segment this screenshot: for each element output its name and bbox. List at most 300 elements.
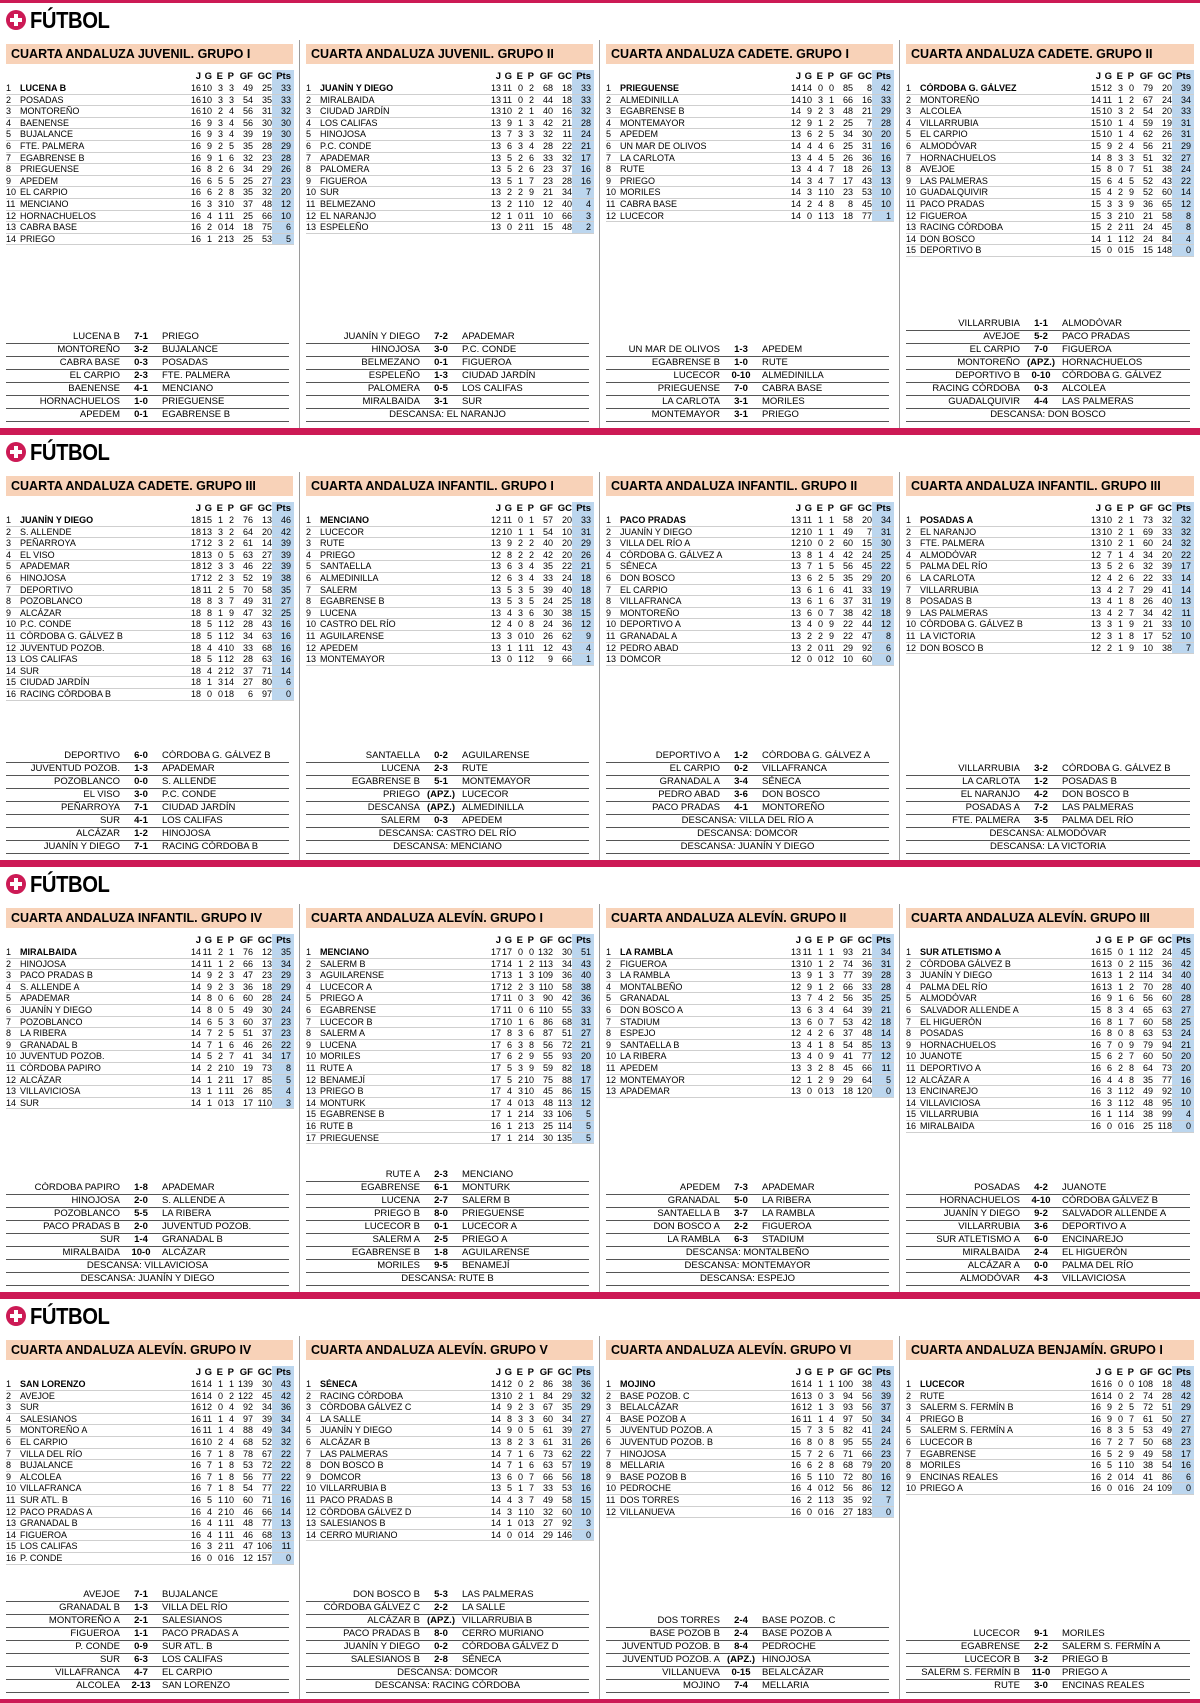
table-cell: 12	[490, 515, 501, 525]
table-cell: 29	[1172, 1402, 1194, 1413]
table-cell: 2	[606, 526, 612, 537]
table-cell: 61	[242, 538, 253, 549]
table-cell: 48	[861, 1028, 872, 1039]
away-team: FIGUEROA	[1062, 344, 1112, 355]
table-cell: 27	[261, 175, 272, 186]
table-cell: 2	[217, 584, 223, 595]
table-cell: 10	[523, 630, 534, 641]
table-cell: 30	[542, 607, 553, 618]
table-cell: 35	[542, 561, 553, 572]
column-header: J	[795, 935, 801, 946]
results-list	[306, 331, 589, 422]
table-cell: ALCOLEA	[20, 1471, 62, 1482]
column-header: G	[504, 1367, 512, 1378]
column-header: GC	[557, 71, 572, 82]
table-cell: 34	[1142, 549, 1153, 560]
match-score: 6-3	[134, 1654, 148, 1665]
result-row	[6, 815, 289, 828]
table-cell: 14	[1172, 573, 1194, 584]
table-cell: 11	[306, 630, 316, 641]
table-cell: 12	[490, 210, 501, 221]
table-cell: 28	[272, 153, 294, 164]
table-row	[306, 1017, 594, 1029]
column-header: Pts	[1172, 502, 1194, 515]
table-cell: PRIEGO	[320, 549, 356, 560]
column-header: GC	[257, 503, 272, 514]
table-cell: 6	[806, 584, 812, 595]
table-row	[906, 970, 1194, 982]
table-row	[606, 654, 894, 666]
table-cell: 17	[190, 538, 201, 549]
table-cell: 28	[242, 619, 253, 630]
standings-header	[306, 934, 594, 947]
table-cell: 28	[561, 175, 572, 186]
table-cell: 16	[190, 1436, 201, 1447]
table-cell: PRIEGUENSE	[320, 1132, 380, 1143]
table-cell: 16	[272, 643, 294, 654]
table-cell: 3	[528, 970, 534, 981]
table-cell: 6	[1128, 993, 1134, 1004]
table-cell: 6	[228, 152, 234, 163]
table-row	[6, 1379, 294, 1391]
table-cell: 16	[190, 175, 201, 186]
table-cell: 28	[572, 118, 594, 129]
table-cell: 13	[490, 140, 501, 151]
table-cell: 11	[502, 1004, 512, 1015]
table-cell: 13	[790, 947, 801, 957]
table-cell: 15	[572, 1495, 594, 1506]
table-cell: 3	[906, 538, 912, 549]
table-cell: 7	[606, 1016, 612, 1027]
table-cell: 63	[261, 654, 272, 665]
table-cell: 2	[517, 152, 523, 163]
table-cell: 148	[1156, 245, 1172, 256]
table-row	[606, 141, 894, 153]
group-title: CUARTA ANDALUZA INFANTIL. GRUPO III	[906, 476, 1194, 496]
table-cell: 0	[1106, 1483, 1112, 1494]
away-team: PACO PRADAS A	[162, 1628, 239, 1639]
column-header: E	[216, 503, 223, 514]
table-cell: 16	[6, 688, 17, 699]
table-cell: 4	[806, 1028, 812, 1039]
table-cell: 2	[217, 947, 223, 957]
table-cell: 11	[524, 222, 534, 233]
home-team: POSADAS A	[965, 802, 1020, 813]
column-header: P	[1127, 935, 1134, 946]
table-cell: 1	[817, 210, 823, 221]
table-cell: 2	[217, 665, 223, 676]
table-cell: 40	[542, 538, 553, 549]
table-cell: 17	[1172, 1449, 1194, 1460]
table-cell: 10	[6, 1483, 17, 1494]
away-team: VILLAVICIOSA	[1062, 1273, 1126, 1284]
table-cell: 14	[501, 958, 512, 969]
table-cell: EL VISO	[20, 549, 55, 560]
table-row	[306, 222, 594, 234]
table-row	[306, 187, 594, 199]
table-cell: 4	[1106, 607, 1112, 618]
table-cell: 51	[572, 947, 594, 958]
away-team: APADEMAR	[162, 763, 215, 774]
home-team: LUCECOR B	[964, 1654, 1020, 1665]
table-cell: PRIEGO A	[920, 1483, 964, 1494]
table-row	[6, 222, 294, 234]
table-cell: 13	[790, 164, 801, 175]
results-list	[906, 1182, 1190, 1286]
table-cell: 4	[206, 642, 212, 653]
column-header-blank	[306, 502, 320, 515]
group-title: CUARTA ANDALUZA BENJAMÍN. GRUPO I	[906, 1340, 1194, 1360]
table-cell: 1	[206, 1086, 212, 1097]
table-cell: 13	[490, 1471, 501, 1482]
table-cell: 4	[506, 1097, 512, 1108]
table-cell: 14	[523, 1132, 534, 1143]
table-cell: 2	[1117, 561, 1123, 572]
table-cell: 19	[261, 572, 272, 583]
table-cell: 17	[490, 981, 501, 992]
table-cell: 6	[506, 572, 512, 583]
table-cell: 2	[217, 233, 223, 244]
table-row	[606, 515, 894, 527]
table-cell: 33	[572, 83, 594, 94]
table-cell: 17	[842, 175, 853, 186]
table-cell: 8	[506, 1413, 512, 1424]
match-score: 5-1	[434, 776, 448, 787]
table-cell: 69	[1142, 526, 1153, 537]
column-header: J	[795, 71, 801, 82]
table-cell: CÓRDOBA GÁLVEZ D	[320, 1506, 412, 1517]
away-team: RUTE	[762, 357, 788, 368]
table-row	[306, 1005, 594, 1017]
table-cell: 0	[1117, 1471, 1123, 1482]
table-cell: PRIEGO A	[320, 993, 364, 1004]
table-cell: 10	[906, 187, 917, 198]
table-cell: 1	[517, 1483, 523, 1494]
column-header: GC	[1157, 1367, 1172, 1378]
result-row	[906, 383, 1190, 396]
result-row	[306, 344, 589, 357]
table-cell: SUR	[320, 187, 340, 198]
table-cell: 13	[790, 152, 801, 163]
table-cell: 2	[817, 1062, 823, 1073]
table-cell: 13	[490, 642, 501, 653]
standings-header	[906, 70, 1194, 83]
away-team: LUCECOR A	[462, 1221, 517, 1232]
table-cell: 0	[1128, 1379, 1134, 1389]
table-cell: BELALCÁZAR	[620, 1402, 679, 1413]
column-header: E	[216, 71, 223, 82]
table-cell: 120	[856, 1086, 872, 1097]
home-team: AVEJOE	[983, 331, 1020, 342]
match-score: 3-1	[734, 409, 748, 420]
table-cell: 5	[6, 561, 12, 572]
table-cell: 43	[872, 1379, 894, 1390]
table-cell: 2	[517, 538, 523, 549]
table-cell: SALESIANOS B	[320, 1518, 386, 1529]
table-cell: 13	[790, 958, 801, 969]
table-cell: 6	[1128, 561, 1134, 572]
table-cell: 30	[261, 1379, 272, 1389]
table-cell: MONTALBEÑO	[620, 981, 683, 992]
table-cell: 11	[606, 198, 616, 209]
table-cell: 7	[906, 1016, 912, 1027]
result-row	[306, 1234, 589, 1247]
result-row	[906, 789, 1190, 802]
away-team: EGABRENSE B	[162, 409, 231, 420]
table-cell: 60	[1142, 1016, 1153, 1027]
table-cell: 3	[517, 140, 523, 151]
table-row	[606, 1414, 894, 1426]
table-cell: 2	[217, 164, 223, 175]
table-cell: 15	[1090, 1004, 1101, 1015]
table-cell: 13	[1090, 619, 1101, 630]
table-row	[606, 176, 894, 188]
match-score: 1-3	[434, 370, 448, 381]
result-row	[306, 1208, 589, 1221]
table-cell: 1	[217, 1471, 223, 1482]
table-cell: DON BOSCO B	[320, 1460, 384, 1471]
table-row	[906, 538, 1194, 550]
table-cell: AGUILARENSE	[320, 630, 385, 641]
table-cell: 10	[523, 1074, 534, 1085]
table-row	[906, 643, 1194, 655]
table-cell: ALMEDINILLA	[620, 94, 679, 105]
table-cell: 45	[861, 561, 872, 572]
table-cell: 15	[572, 608, 594, 619]
table-cell: 43	[261, 619, 272, 630]
table-cell: 1	[606, 1379, 612, 1389]
table-cell: 3	[217, 596, 223, 607]
table-row	[6, 1495, 294, 1507]
column-header: J	[495, 935, 501, 946]
table-cell: 4	[206, 1506, 212, 1517]
table-cell: 4	[228, 1413, 234, 1424]
table-cell: 28	[872, 982, 894, 993]
table-cell: 5	[306, 561, 312, 572]
table-cell: 20	[561, 515, 572, 525]
table-cell: 11	[906, 198, 916, 209]
table-cell: MONTEMAYOR	[620, 1074, 685, 1085]
table-cell: 20	[561, 549, 572, 560]
table-cell: 7	[6, 1448, 12, 1459]
table-cell: 36	[1161, 958, 1172, 969]
group-title: CUARTA ANDALUZA ALEVÍN. GRUPO I	[306, 908, 593, 928]
table-cell: UN MAR DE OLIVOS	[620, 140, 707, 151]
table-cell: 9	[506, 117, 512, 128]
table-cell: MONTEMAYOR	[320, 654, 385, 665]
column-header-blank	[906, 502, 920, 515]
table-cell: 1	[517, 642, 523, 653]
table-cell: 41	[842, 1051, 853, 1062]
table-cell: 0	[217, 993, 223, 1004]
away-team: APADEMAR	[162, 1182, 215, 1193]
table-cell: 13	[790, 619, 801, 630]
table-cell: 17	[1142, 630, 1153, 641]
table-cell: 6	[1106, 1062, 1112, 1073]
table-row	[6, 527, 294, 539]
table-cell: 18	[572, 585, 594, 596]
home-team: RUTE A	[385, 1169, 420, 1180]
table-cell: STADIUM	[620, 1016, 660, 1027]
table-cell: 14	[490, 1460, 501, 1471]
table-cell: 16	[306, 1120, 317, 1131]
table-cell: 60	[842, 538, 853, 549]
table-cell: 0	[1172, 245, 1194, 256]
table-cell: 12	[1090, 642, 1101, 653]
table-cell: 21	[1142, 619, 1153, 630]
table-cell: 5	[806, 1471, 812, 1482]
home-team: EGABRENSE B	[351, 1247, 420, 1258]
table-cell: 10	[501, 1390, 512, 1401]
table-cell: 59	[542, 1062, 553, 1073]
table-cell: 30	[542, 1132, 553, 1143]
table-cell: 38	[1142, 1460, 1153, 1471]
table-cell: 29	[572, 1402, 594, 1413]
table-cell: LUCECOR B	[920, 1436, 973, 1447]
table-cell: 16	[1090, 1097, 1101, 1108]
table-cell: 10	[201, 106, 212, 117]
table-cell: 38	[1161, 164, 1172, 175]
table-cell: 10	[1101, 515, 1112, 525]
sport-section	[0, 0, 1200, 432]
table-row	[906, 199, 1194, 211]
table-cell: 16	[1172, 1460, 1194, 1471]
table-cell: MORILES	[620, 187, 661, 198]
column-header: P	[1127, 503, 1134, 514]
table-cell: 68	[542, 83, 553, 93]
column-header-blank	[6, 934, 20, 947]
table-cell: 3	[217, 94, 223, 105]
table-cell: 31	[1172, 118, 1194, 129]
table-cell: 7	[506, 1460, 512, 1471]
table-row	[606, 211, 894, 223]
column-header-blank	[320, 502, 490, 515]
table-cell: 17	[242, 1097, 253, 1108]
table-row	[906, 1063, 1194, 1075]
table-cell: 15	[861, 538, 872, 549]
table-cell: 9	[506, 538, 512, 549]
table-cell: 10	[306, 187, 317, 198]
table-cell: 51	[242, 1028, 253, 1039]
table-cell: 21	[1172, 1040, 1194, 1051]
result-row	[6, 776, 289, 789]
table-cell: 37	[242, 198, 253, 209]
away-team: CÓRDOBA G. GÁLVEZ B	[162, 750, 271, 761]
table-cell: HINOJOSA	[20, 572, 67, 583]
table-cell: 16	[272, 619, 294, 630]
table-cell: 30	[561, 947, 572, 957]
table-cell: 5	[506, 1074, 512, 1085]
table-cell: 5	[272, 234, 294, 245]
table-row	[6, 654, 294, 666]
away-team: SUR	[462, 396, 483, 407]
table-cell: 7	[828, 175, 834, 186]
column-header: G	[504, 935, 512, 946]
table-cell: HINOJOSA	[620, 1448, 667, 1459]
table-cell: 2	[817, 1074, 823, 1085]
result-row	[6, 1641, 289, 1654]
match-score: 3-2	[134, 344, 148, 355]
table-cell: SUR	[20, 1402, 40, 1413]
result-row	[306, 776, 589, 789]
table-cell: 6	[906, 1436, 912, 1447]
table-cell: 2	[1117, 1062, 1123, 1073]
table-row	[6, 1460, 294, 1472]
result-row	[6, 763, 289, 776]
table-cell: 45	[1172, 947, 1194, 958]
away-team: FTE. PALMERA	[162, 370, 230, 381]
table-cell: GRANADAL B	[20, 1518, 78, 1529]
table-cell: 2	[517, 106, 523, 117]
result-row	[606, 1208, 889, 1221]
table-row	[6, 538, 294, 550]
table-cell: 2	[517, 981, 523, 992]
table-cell: 6	[528, 1028, 534, 1039]
table-cell: 24	[272, 1005, 294, 1016]
section-title: FÚTBOL	[30, 6, 110, 33]
table-cell: 9	[1128, 198, 1134, 209]
home-team: LUCECOR	[973, 1628, 1020, 1639]
table-cell: 106	[256, 1541, 272, 1552]
home-team: VILLARRUBIA	[958, 1221, 1020, 1232]
table-cell: 12	[606, 210, 617, 221]
table-cell: P.C. CONDE	[20, 619, 72, 630]
table-cell: 39	[242, 129, 253, 140]
table-cell: 0	[217, 1097, 223, 1108]
results-list	[906, 763, 1190, 854]
column-header-blank	[620, 1366, 790, 1379]
table-cell: 21	[561, 117, 572, 128]
table-cell: 16	[190, 94, 201, 105]
table-cell: 16	[1090, 1460, 1101, 1471]
table-cell: 20	[1172, 1063, 1194, 1074]
table-cell: 0	[817, 619, 823, 630]
table-cell: 1	[828, 526, 834, 537]
result-row	[906, 1208, 1190, 1221]
table-cell: 66	[542, 1471, 553, 1482]
table-cell: 13	[490, 106, 501, 117]
standings-header	[306, 1366, 594, 1379]
away-team: BENAMEJÍ	[462, 1260, 510, 1271]
table-cell: ALCÁZAR	[20, 607, 62, 618]
table-cell: 139	[237, 1379, 253, 1389]
table-cell: 57	[542, 515, 553, 525]
table-cell: 2	[1117, 210, 1123, 221]
table-cell: 2	[6, 94, 12, 105]
table-cell: 114	[1138, 970, 1153, 981]
table-row	[6, 164, 294, 176]
table-cell: 1	[528, 1390, 534, 1401]
result-row	[306, 1195, 589, 1208]
column-header: G	[204, 503, 212, 514]
table-cell: 25	[872, 993, 894, 1004]
table-cell: 60	[861, 654, 872, 665]
table-cell: JUVENTUD POZOB.	[20, 1051, 105, 1062]
table-row	[906, 1449, 1194, 1461]
column-header: G	[204, 71, 212, 82]
away-team: LUCECOR	[462, 789, 509, 800]
away-team: DEPORTIVO A	[1062, 1221, 1127, 1232]
table-cell: 16	[190, 198, 201, 209]
rest-note: DESCANSA: LA VICTORIA	[906, 841, 1190, 854]
table-cell: RUTE A	[320, 1062, 353, 1073]
table-cell: 22	[872, 561, 894, 572]
table-cell: 64	[1142, 1062, 1153, 1073]
table-cell: 11	[872, 1063, 894, 1074]
table-cell: 13	[1090, 584, 1101, 595]
table-cell: 6	[528, 1004, 534, 1015]
group-title: CUARTA ANDALUZA ALEVÍN. GRUPO III	[906, 908, 1194, 928]
